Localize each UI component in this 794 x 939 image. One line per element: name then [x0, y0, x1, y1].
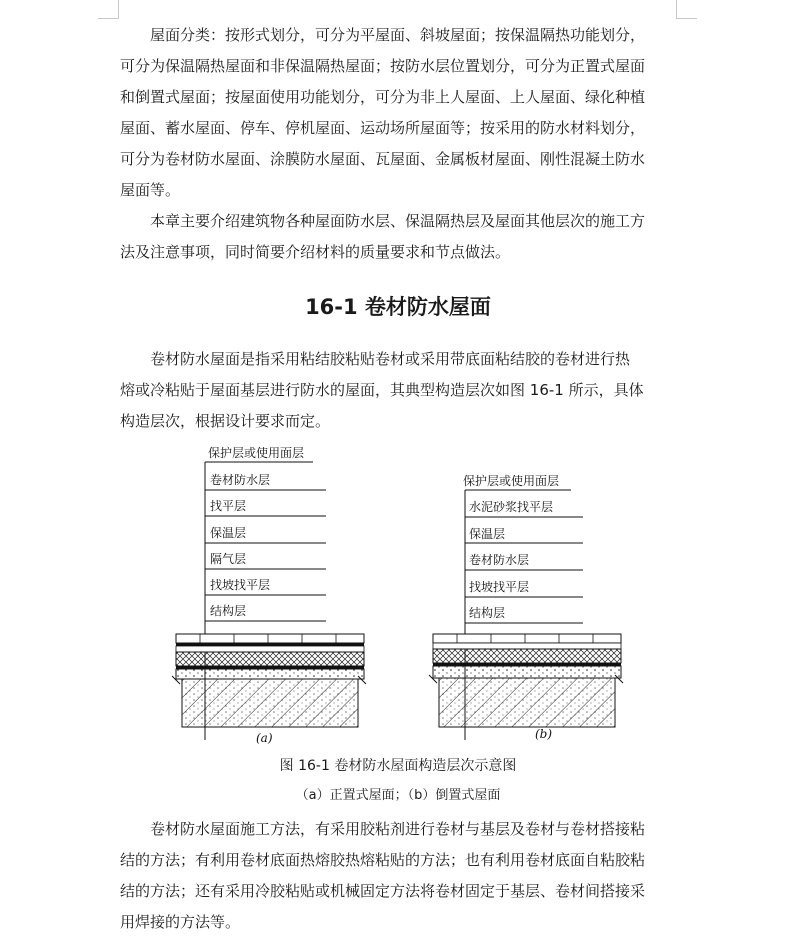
figure-subcaption: （a）正置式屋面；（b）倒置式屋面: [295, 788, 501, 803]
text-line: 结的方法；还有采用冷胶粘贴或机械固定方法将卷材固定于基层、卷材间搭接采: [120, 882, 646, 900]
page-corner-mark-right: [676, 0, 697, 19]
figure-a-layer-label: 保护层或使用面层: [208, 446, 305, 460]
figure-b-inverted-roof: [425, 440, 625, 750]
figure-a-layer-label: 保温层: [210, 526, 247, 540]
figure-caption: 图 16-1 卷材防水屋面构造层次示意图: [279, 758, 517, 774]
figure-b-layer-label: 保温层: [469, 527, 506, 541]
figure-b-layer-label: 保护层或使用面层: [463, 474, 560, 488]
figure-a-label: (a): [256, 731, 273, 745]
paragraph-roof-classification: [120, 20, 676, 206]
paragraph-chapter-intro: [120, 206, 676, 268]
text-line: 卷材防水屋面施工方法，有采用胶粘剂进行卷材与基层及卷材与卷材搭接粘: [150, 820, 646, 838]
figure-b-section: [429, 634, 623, 727]
figure-a-layer-label: 隔气层: [210, 552, 247, 566]
paragraph-membrane-definition: [120, 344, 676, 437]
figure-b-diagram: [425, 440, 625, 750]
page-corner-mark-left: [98, 0, 119, 19]
figure-b-layer-label: 水泥砂浆找平层: [469, 500, 554, 514]
figure-a-diagram: [168, 440, 368, 750]
text-line: 结的方法；有利用卷材底面热熔胶热熔粘贴的方法；也有利用卷材底面自粘胶粘: [120, 851, 646, 869]
figure-a-layer-label: 结构层: [210, 604, 247, 618]
text-line: 本章主要介绍建筑物各种屋面防水层、保温隔热层及屋面其他层次的施工方: [150, 212, 646, 230]
figure-a-layer-label: 卷材防水层: [210, 473, 271, 487]
text-line: 屋面、蓄水屋面、停车、停机屋面、运动场所屋面等；按采用的防水材料划分，: [120, 119, 646, 137]
text-line: 屋面分类：按形式划分，可分为平屋面、斜坡屋面；按保温隔热功能划分，: [150, 26, 646, 44]
text-line: 熔或冷粘贴于屋面基层进行防水的屋面，其典型构造层次如图 16-1 所示，具体: [120, 381, 644, 399]
text-line: 和倒置式屋面；按屋面使用功能划分，可分为非上人屋面、上人屋面、绿化种植: [120, 88, 646, 106]
section-heading: 16-1 卷材防水屋面: [305, 295, 491, 319]
figure-b-label: (b): [535, 727, 553, 741]
text-line: 构造层次，根据设计要求而定。: [120, 412, 331, 430]
text-line: 法及注意事项，同时简要介绍材料的质量要求和节点做法。: [120, 243, 511, 261]
figure-b-layer-label: 卷材防水层: [469, 553, 530, 567]
figure-b-layer-label: 结构层: [469, 606, 506, 620]
figure-a-layer-label: 找平层: [210, 499, 247, 513]
figure-a-layer-label: 找坡找平层: [210, 578, 271, 592]
text-line: 卷材防水屋面是指采用粘结胶粘贴卷材或采用带底面粘结胶的卷材进行热: [150, 350, 631, 368]
paragraph-construction-methods: [120, 814, 676, 938]
figure-b-layer-label: 找坡找平层: [469, 580, 530, 594]
text-line: 可分为保温隔热屋面和非保温隔热屋面；按防水层位置划分，可分为正置式屋面: [120, 57, 646, 75]
text-line: 屋面等。: [120, 181, 181, 199]
text-line: 用焊接的方法等。: [120, 913, 241, 931]
figure-a-section: [172, 634, 366, 727]
figure-a-upright-roof: [168, 440, 368, 750]
text-line: 可分为卷材防水屋面、涂膜防水屋面、瓦屋面、金属板材屋面、刚性混凝土防水: [120, 150, 646, 168]
